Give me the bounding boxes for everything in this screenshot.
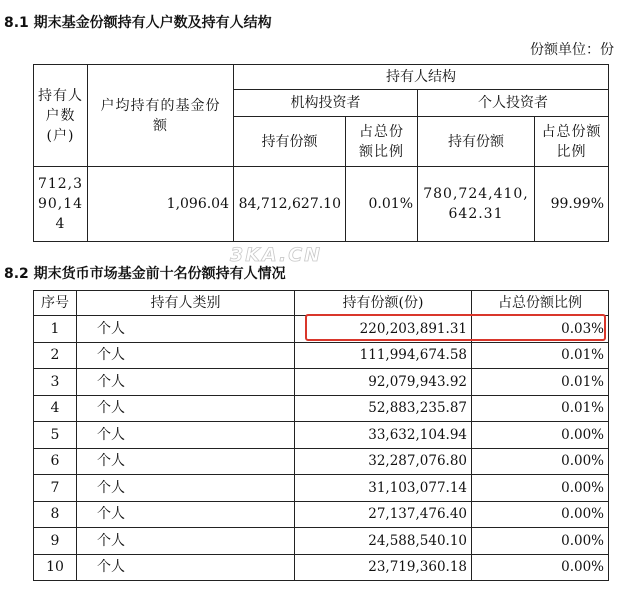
cell-holder-type: 个人 <box>77 475 295 502</box>
cell-holders-count: 712,390,144 <box>34 167 88 242</box>
cell-shares: 27,137,476.40 <box>295 501 472 528</box>
table-row <box>34 422 609 449</box>
cell-ind-shares: 780,724,410,642.31 <box>418 167 535 242</box>
header-individual: 个人投资者 <box>418 90 609 117</box>
cell-shares: 23,719,360.18 <box>295 554 472 581</box>
cell-ratio: 0.03% <box>472 316 609 343</box>
cell-holder-type: 个人 <box>77 369 295 396</box>
cell-holder-type: 个人 <box>77 448 295 475</box>
table-row <box>34 501 609 528</box>
cell-holder-type: 个人 <box>77 395 295 422</box>
section-8-1-title: 8.1 期末基金份额持有人户数及持有人结构 <box>4 15 272 31</box>
highlight-box <box>305 314 606 341</box>
cell-shares: 33,632,104.94 <box>295 422 472 449</box>
header-inst-shares: 持有份额 <box>234 117 346 167</box>
cell-shares: 24,588,540.10 <box>295 528 472 555</box>
header-holders-count: 持有人户数(户) <box>34 65 88 167</box>
cell-index: 4 <box>34 395 77 422</box>
cell-index: 2 <box>34 342 77 369</box>
cell-index: 3 <box>34 369 77 396</box>
header-index: 序号 <box>34 291 77 316</box>
header-ind-ratio: 占总份额比例 <box>535 117 609 167</box>
table-row <box>34 342 609 369</box>
cell-ratio: 0.00% <box>472 422 609 449</box>
cell-ratio: 0.01% <box>472 369 609 396</box>
cell-holder-type: 个人 <box>77 501 295 528</box>
cell-ind-ratio: 99.99% <box>535 167 609 242</box>
cell-index: 8 <box>34 501 77 528</box>
section-8-2-title: 8.2 期末货币市场基金前十名份额持有人情况 <box>4 266 286 282</box>
cell-index: 7 <box>34 475 77 502</box>
header-shares: 持有份额(份) <box>295 291 472 316</box>
cell-index: 5 <box>34 422 77 449</box>
cell-avg-holding: 1,096.04 <box>88 167 234 242</box>
header-ratio: 占总份额比例 <box>472 291 609 316</box>
cell-holder-type: 个人 <box>77 422 295 449</box>
cell-shares: 31,103,077.14 <box>295 475 472 502</box>
table-row <box>34 448 609 475</box>
table-row <box>34 369 609 396</box>
share-unit-label: 份额单位：份 <box>530 42 614 58</box>
header-inst-ratio: 占总份额比例 <box>346 117 418 167</box>
cell-holder-type: 个人 <box>77 528 295 555</box>
cell-holder-type: 个人 <box>77 316 295 343</box>
cell-index: 6 <box>34 448 77 475</box>
cell-inst-shares: 84,712,627.10 <box>234 167 346 242</box>
table-row <box>34 528 609 555</box>
header-holder-type: 持有人类别 <box>77 291 295 316</box>
cell-ratio: 0.01% <box>472 395 609 422</box>
table-row <box>34 395 609 422</box>
cell-ratio: 0.01% <box>472 342 609 369</box>
cell-shares: 32,287,076.80 <box>295 448 472 475</box>
cell-holder-type: 个人 <box>77 554 295 581</box>
cell-shares: 111,994,674.58 <box>295 342 472 369</box>
cell-index: 10 <box>34 554 77 581</box>
cell-shares: 220,203,891.31 <box>295 316 472 343</box>
cell-shares: 92,079,943.92 <box>295 369 472 396</box>
header-holder-structure: 持有人结构 <box>234 65 609 90</box>
table-row <box>34 554 609 581</box>
cell-ratio: 0.00% <box>472 528 609 555</box>
holder-structure-table <box>33 64 609 242</box>
cell-ratio: 0.00% <box>472 554 609 581</box>
cell-shares: 52,883,235.87 <box>295 395 472 422</box>
header-institutional: 机构投资者 <box>234 90 418 117</box>
cell-holder-type: 个人 <box>77 342 295 369</box>
cell-inst-ratio: 0.01% <box>346 167 418 242</box>
header-avg-holding: 户均持有的基金份额 <box>88 65 234 167</box>
cell-ratio: 0.00% <box>472 448 609 475</box>
cell-index: 1 <box>34 316 77 343</box>
watermark-logo: 3KA.CN <box>230 244 323 266</box>
cell-ratio: 0.00% <box>472 501 609 528</box>
header-ind-shares: 持有份额 <box>418 117 535 167</box>
table-row <box>34 475 609 502</box>
cell-ratio: 0.00% <box>472 475 609 502</box>
cell-index: 9 <box>34 528 77 555</box>
